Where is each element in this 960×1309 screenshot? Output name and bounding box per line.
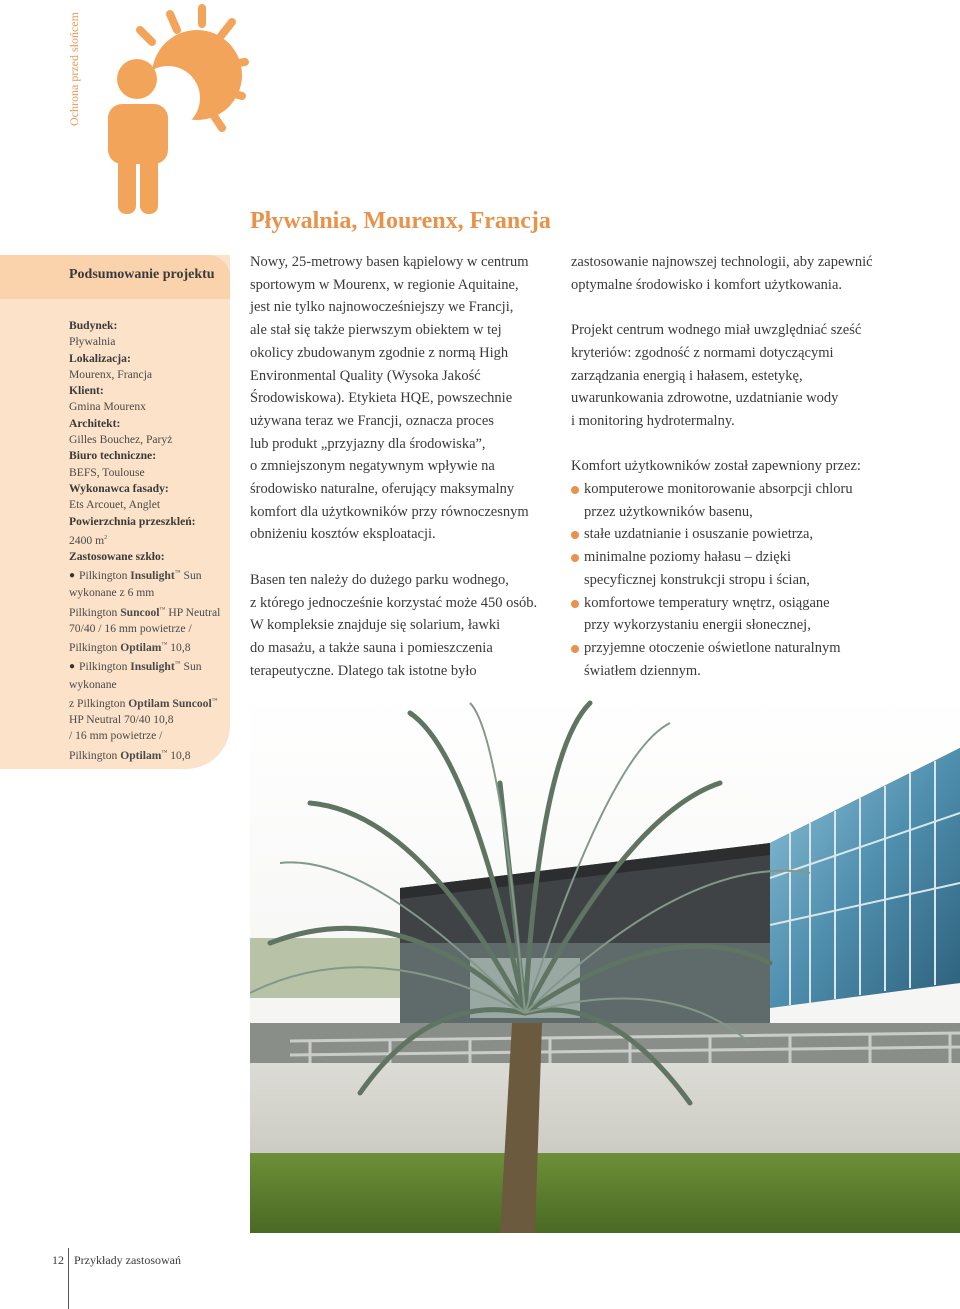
text-line: Środowiskowa). Etykieta HQE, powszechnie: [250, 390, 513, 407]
project-summary-title: Podsumowanie projektu: [69, 267, 215, 282]
comfort-bullet-cont: specyficznej konstrukcji stropu i ścian,: [584, 571, 810, 588]
text-line: Environmental Quality (Wysoka Jakość: [250, 367, 481, 384]
text-line: okolicy zbudowanym zgodnie z normą High: [250, 344, 509, 361]
text-line: ale stał się także pierwszym obiektem w tej: [250, 322, 502, 339]
text-line: zastosowanie najnowszej technologii, aby zapewnić: [571, 254, 873, 270]
glass-line-9: HP Neutral 70/40 10,8: [69, 712, 174, 726]
fact-value-location: Mourenx, Francja: [69, 367, 153, 381]
footer-section-title: Przykłady zastosowań: [74, 1253, 181, 1267]
text-line: używana teraz we Francji, oznacza proces: [250, 412, 494, 429]
text-line: kryteriów: zgodność z normami dotyczącymi: [571, 344, 834, 361]
fact-value-client: Gmina Mourenx: [69, 400, 146, 414]
glass-line-10: / 16 mm powietrze /: [69, 729, 163, 743]
glass-line-3: Pilkington Suncool™ HP Neutral: [69, 605, 221, 619]
glass-line-11: Pilkington Optilam™ 10,8: [69, 748, 191, 762]
fact-value-area: 2400 $m^2$: [69, 533, 108, 547]
text-line: o zmniejszonym negatywnym wpływie na: [250, 458, 495, 475]
text-line: Basen ten należy do dużego parku wodnego,: [250, 571, 509, 588]
comfort-bullet: stałe uzdatnianie i osuszanie powietrza,: [571, 523, 901, 546]
comfort-bullet: przyjemne otoczenie oświetlone naturalnym: [571, 637, 901, 660]
fact-label-architect: Architekt:: [69, 416, 121, 430]
text-line: sportowym w Mourenx, w regionie Aquitaine,: [250, 276, 519, 293]
sun-person-icon: [100, 0, 250, 220]
comfort-bullet: komputerowe monitorowanie absorpcji chloru: [571, 478, 901, 501]
fact-value-facade: Ets Arcouet, Anglet: [69, 498, 161, 512]
comfort-bullet: komfortowe temperatury wnętrz, osiągane: [571, 592, 901, 615]
comfort-bullet-cont: światłem dziennym.: [584, 662, 701, 679]
glass-line-2: wykonane z 6 mm: [69, 586, 155, 600]
fact-label-facade: Wykonawca fasady:: [69, 481, 169, 495]
body-column-2: [571, 251, 901, 682]
glass-line-1: ● Pilkington Insulight™ Sun: [69, 565, 227, 585]
fact-value-building: Pływalnia: [69, 335, 116, 349]
comfort-bullet: minimalne poziomy hałasu – dzięki: [571, 546, 901, 569]
fact-value-bureau: BEFS, Toulouse: [69, 465, 145, 479]
page-title: Pływalnia, Mourenx, Francja: [250, 208, 551, 234]
body-column-1: [250, 251, 550, 682]
text-line: obniżeniu kosztów eksploatacji.: [250, 526, 436, 543]
glass-line-5: Pilkington Optilam™ 10,8: [69, 641, 191, 655]
text-line: optymalne środowisko i komfort użytkowania.: [571, 276, 843, 293]
text-line: terapeutyczne. Dlatego tak istotne było: [250, 662, 477, 679]
text-line: do masażu, a także sauna i pomieszczenia: [250, 639, 493, 656]
text-line: komfort dla użytkowników przy równoczesnym: [250, 503, 529, 520]
text-line: z którego jednocześnie korzystać może 450 osób.: [250, 594, 538, 611]
glass-line-6: ● Pilkington Insulight™ Sun: [69, 656, 227, 676]
fact-label-client: Klient:: [69, 384, 104, 398]
text-line: zarządzania energią i hałasem, estetykę,: [571, 367, 803, 384]
comfort-bullet-cont: przez użytkowników basenu,: [584, 503, 753, 520]
glass-line-7: wykonane: [69, 677, 117, 691]
fact-label-building: Budynek:: [69, 319, 118, 332]
glass-line-4: 70/40 / 16 mm powietrze /: [69, 621, 192, 635]
building-photo: [250, 693, 960, 1233]
glass-line-8: z Pilkington Optilam Suncool™: [69, 696, 218, 710]
page-number: 12: [52, 1253, 64, 1267]
text-line: uwarunkowania zdrowotne, uzdatnianie wody: [571, 390, 839, 407]
text-line: jest nie tylko najnowocześniejszy we Francji,: [250, 299, 514, 316]
text-line: środowisko naturalne, oferujący maksymalny: [250, 481, 515, 498]
fact-label-bureau: Biuro techniczne:: [69, 449, 157, 463]
text-line: Projekt centrum wodnego miał uwzględniać sześć: [571, 322, 862, 339]
footer-rule: [68, 1248, 69, 1309]
text-line: Komfort użytkowników został zapewniony przez:: [571, 458, 861, 475]
section-side-label: Ochrona przed słońcem: [67, 12, 81, 126]
fact-label-location: Lokalizacja:: [69, 351, 131, 365]
fact-label-area: Powierzchnia przeszkleń:: [69, 514, 196, 528]
project-summary-header: [0, 255, 230, 299]
comfort-bullet-cont: przy wykorzystaniu energii słonecznej,: [584, 617, 811, 634]
fact-value-architect: Gilles Bouchez, Paryż: [69, 433, 173, 447]
project-facts: [69, 318, 227, 764]
text-line: W kompleksie znajduje się solarium, ławki: [250, 617, 501, 634]
fact-label-glass: Zastosowane szkło:: [69, 550, 165, 564]
text-line: Nowy, 25-metrowy basen kąpielowy w centrum: [250, 254, 529, 270]
text-line: lub produkt „przyjazny dla środowiska”,: [250, 435, 486, 452]
text-line: i monitoring hydrotermalny.: [571, 412, 735, 429]
